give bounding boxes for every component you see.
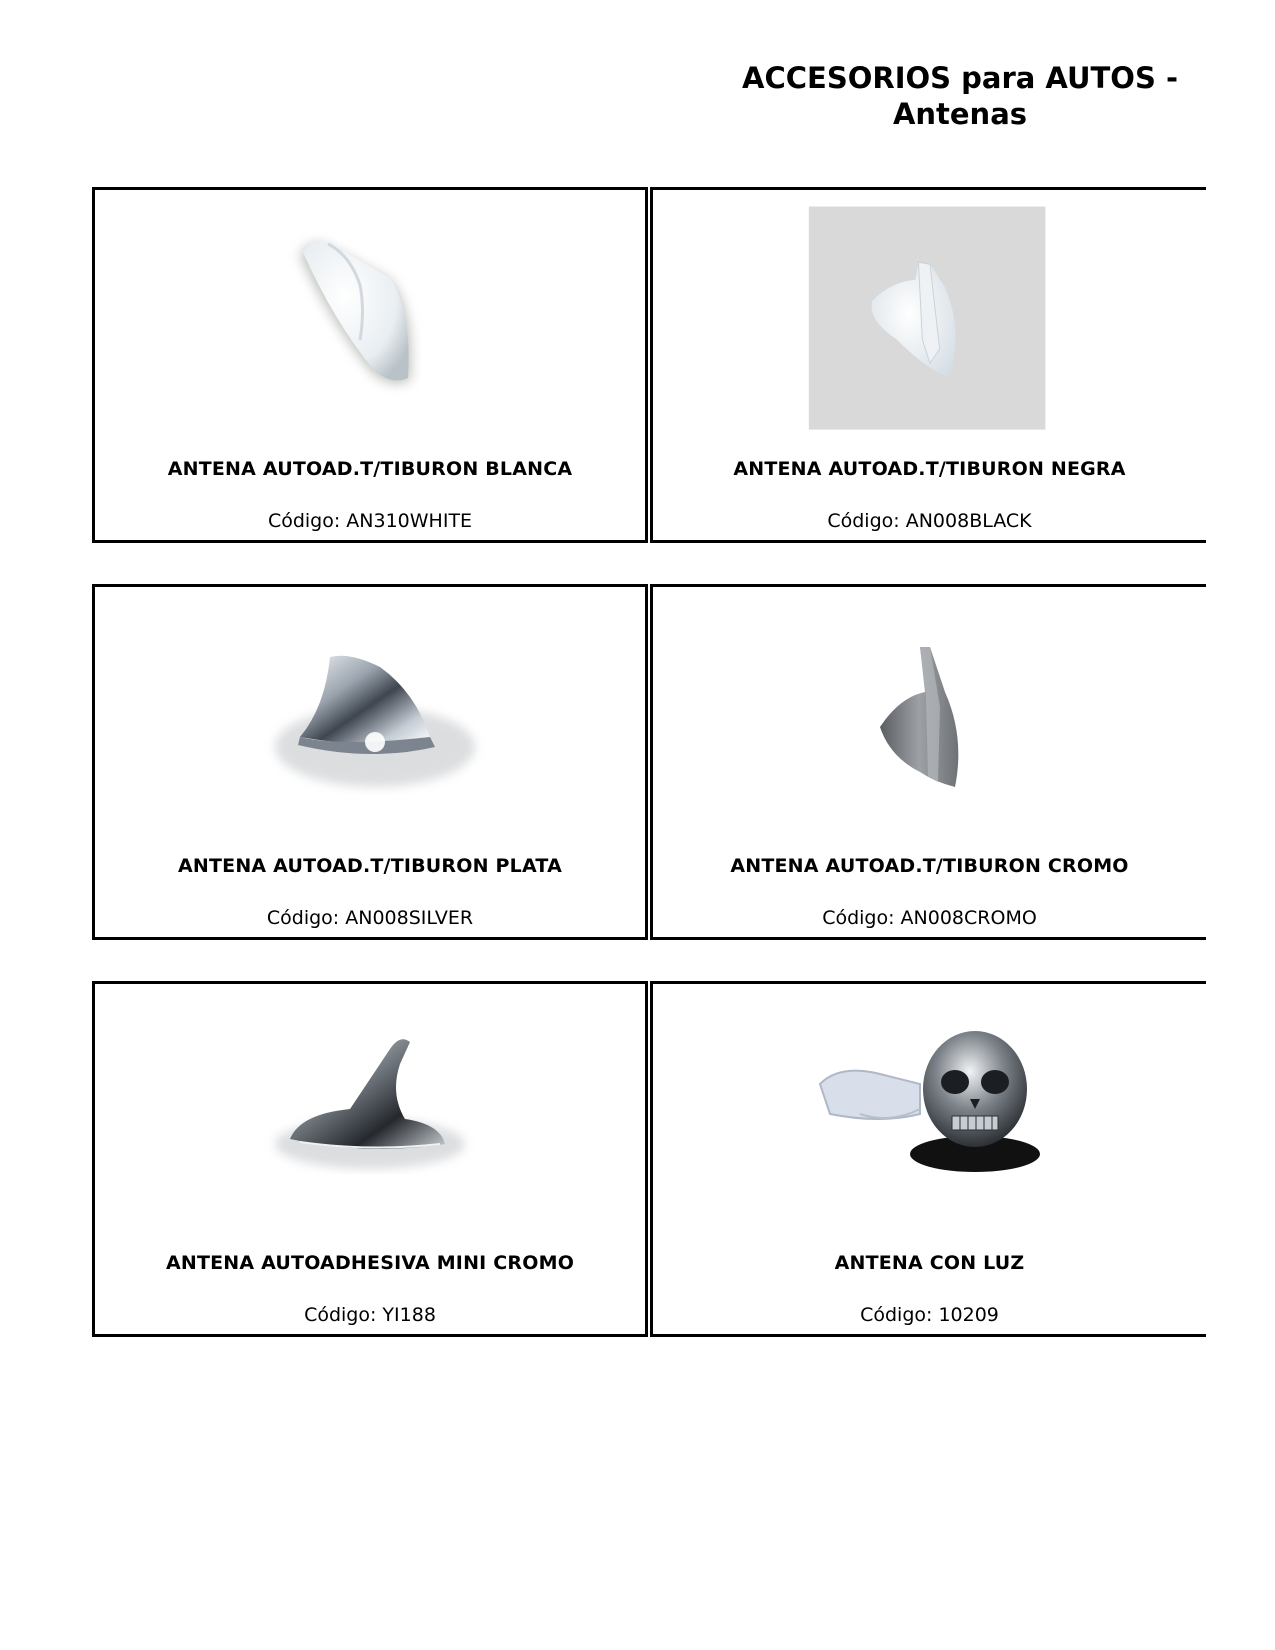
product-card bbox=[92, 187, 648, 543]
shark-antenna-grey-bg-image bbox=[805, 200, 1055, 440]
silver-shark-antenna-image bbox=[240, 597, 500, 837]
product-code: Código: 10209 bbox=[860, 1304, 999, 1326]
product-card bbox=[650, 187, 1206, 543]
white-shark-antenna-image bbox=[240, 200, 500, 440]
product-code: Código: AN008CROMO bbox=[822, 907, 1037, 929]
product-name: ANTENA AUTOAD.T/TIBURON BLANCA bbox=[167, 458, 573, 480]
chrome-shark-antenna-image bbox=[800, 597, 1060, 837]
mini-chrome-antenna-image bbox=[240, 994, 500, 1234]
product-card bbox=[92, 981, 648, 1337]
product-name: ANTENA AUTOAD.T/TIBURON CROMO bbox=[730, 855, 1129, 877]
title-line-2: Antenas bbox=[892, 97, 1028, 131]
product-card bbox=[92, 584, 648, 940]
product-name: ANTENA CON LUZ bbox=[834, 1252, 1025, 1274]
product-code: Código: AN008BLACK bbox=[827, 510, 1032, 532]
product-name: ANTENA AUTOAD.T/TIBURON PLATA bbox=[177, 855, 562, 877]
product-card bbox=[650, 981, 1206, 1337]
page-title bbox=[700, 60, 1220, 132]
product-card bbox=[650, 584, 1206, 940]
product-code: Código: YI188 bbox=[304, 1304, 436, 1326]
skull-light-antenna-image bbox=[800, 994, 1060, 1234]
title-line-1: ACCESORIOS para AUTOS - bbox=[742, 61, 1178, 95]
product-name: ANTENA AUTOADHESIVA MINI CROMO bbox=[165, 1252, 575, 1274]
product-name: ANTENA AUTOAD.T/TIBURON NEGRA bbox=[733, 458, 1126, 480]
product-code: Código: AN310WHITE bbox=[267, 510, 473, 532]
product-code: Código: AN008SILVER bbox=[266, 907, 474, 929]
